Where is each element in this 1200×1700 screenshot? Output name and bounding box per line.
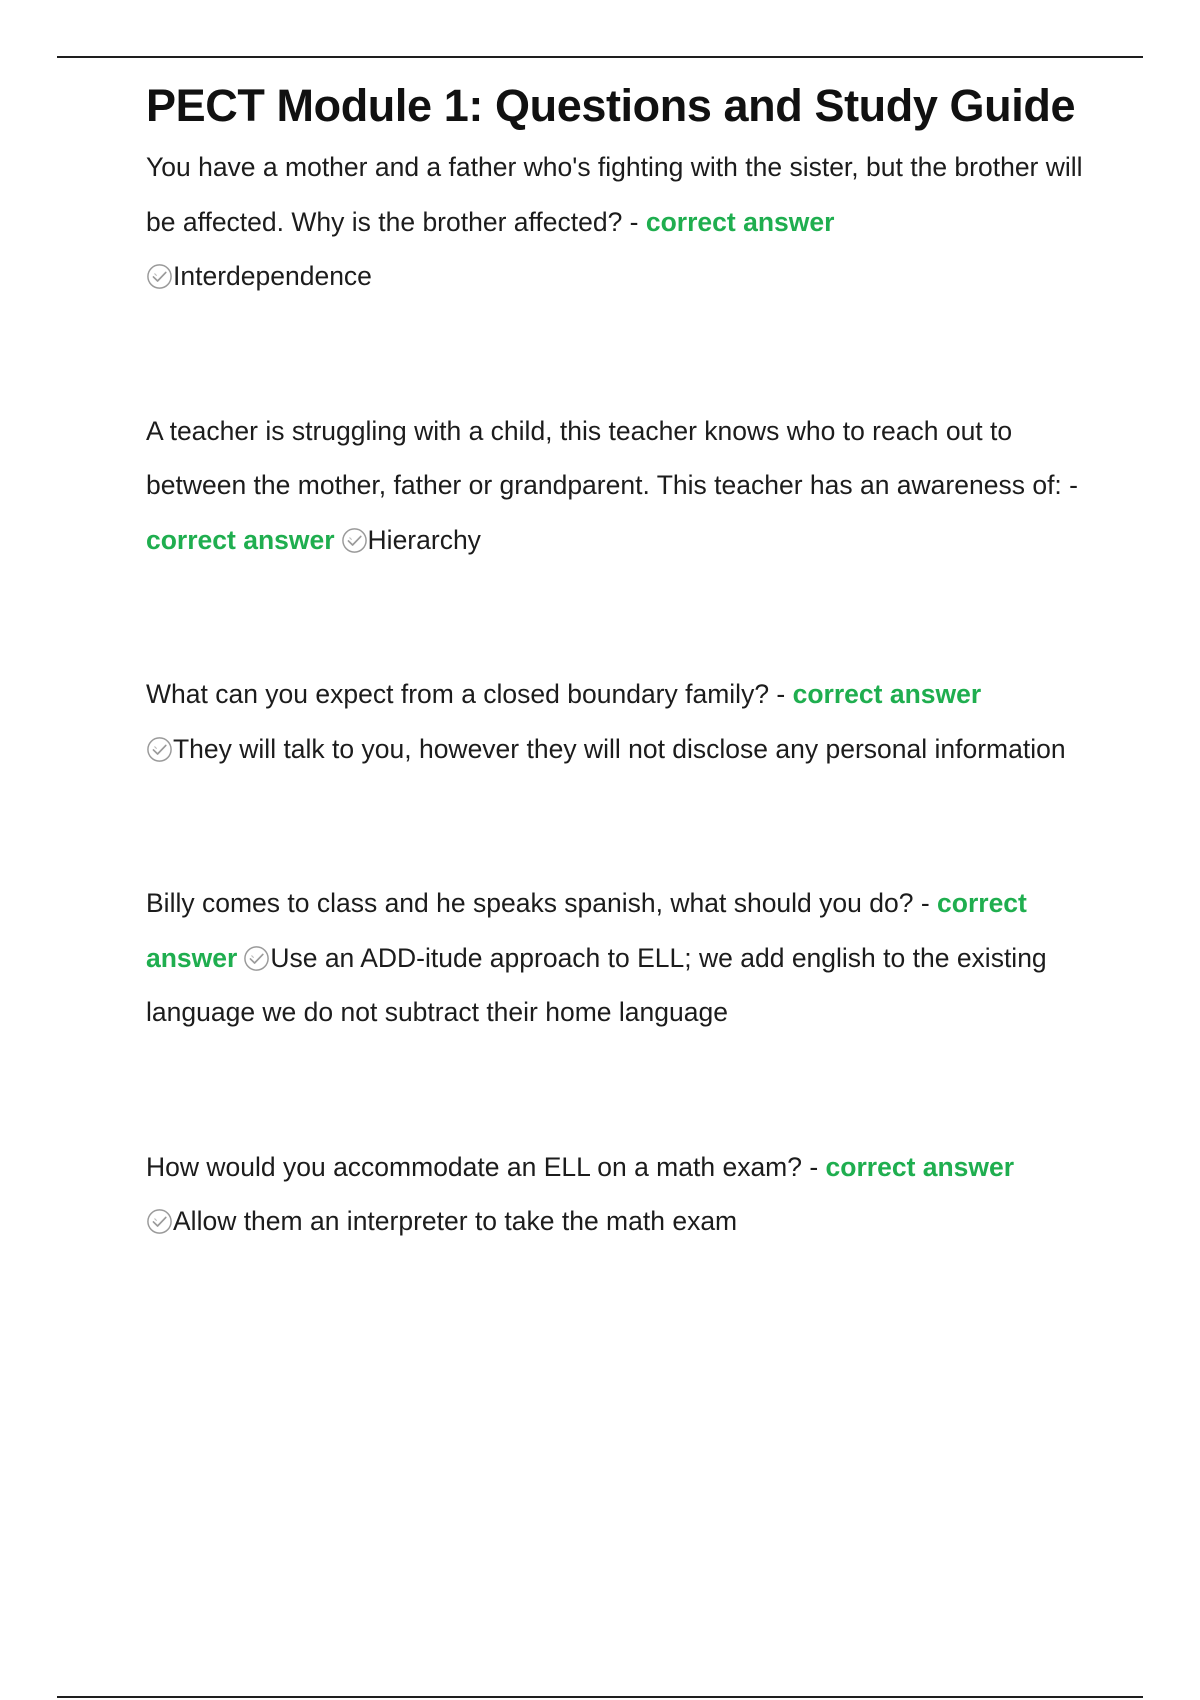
- qa-item: [146, 1140, 1086, 1249]
- qa-item: [146, 667, 1086, 776]
- answer-text: Allow them an interpreter to take the math exam: [173, 1206, 738, 1236]
- top-rule: [57, 56, 1143, 58]
- qa-item: [146, 404, 1086, 568]
- answer-text: Interdependence: [173, 261, 372, 291]
- correct-answer-label: correct answer: [146, 524, 335, 555]
- bottom-rule: [57, 1696, 1143, 1698]
- correct-answer-label: correct answer: [792, 679, 982, 709]
- qa-item: [146, 876, 1086, 1040]
- qa-item: [146, 140, 1086, 304]
- page-title: PECT Module 1: Questions and Study Guide: [146, 80, 1076, 131]
- correct-answer-label: correct answer: [645, 206, 835, 237]
- circled-check-icon: [146, 736, 173, 763]
- answer-text: Use an ADD-itude approach to ELL; we add english to the existing language we do not subtract their home language: [146, 942, 1047, 1027]
- correct-answer-label: correct answer: [825, 1151, 1015, 1182]
- circled-check-icon: [243, 945, 270, 972]
- question-text: What can you expect from a closed boundary family? -: [146, 679, 793, 709]
- circled-check-icon: [146, 1208, 173, 1235]
- question-text: You have a mother and a father who's fighting with the sister, but the brother will be affected. Why is the brother affected? -: [146, 152, 1083, 237]
- question-text: A teacher is struggling with a child, this teacher knows who to reach out to between the mother, father or grandparent. This teacher has an awareness of: -: [146, 415, 1078, 500]
- question-text: How would you accommodate an ELL on a math exam? -: [146, 1151, 826, 1182]
- answer-text: They will talk to you, however they will not disclose any personal information: [173, 733, 1066, 764]
- question-text: Billy comes to class and he speaks spanish, what should you do? -: [146, 888, 938, 918]
- circled-check-icon: [146, 263, 173, 290]
- document-body: [146, 70, 1086, 1249]
- answer-text: Hierarchy: [367, 524, 481, 555]
- circled-check-icon: [341, 527, 368, 554]
- correct-answer-label: correct answer: [146, 888, 1027, 973]
